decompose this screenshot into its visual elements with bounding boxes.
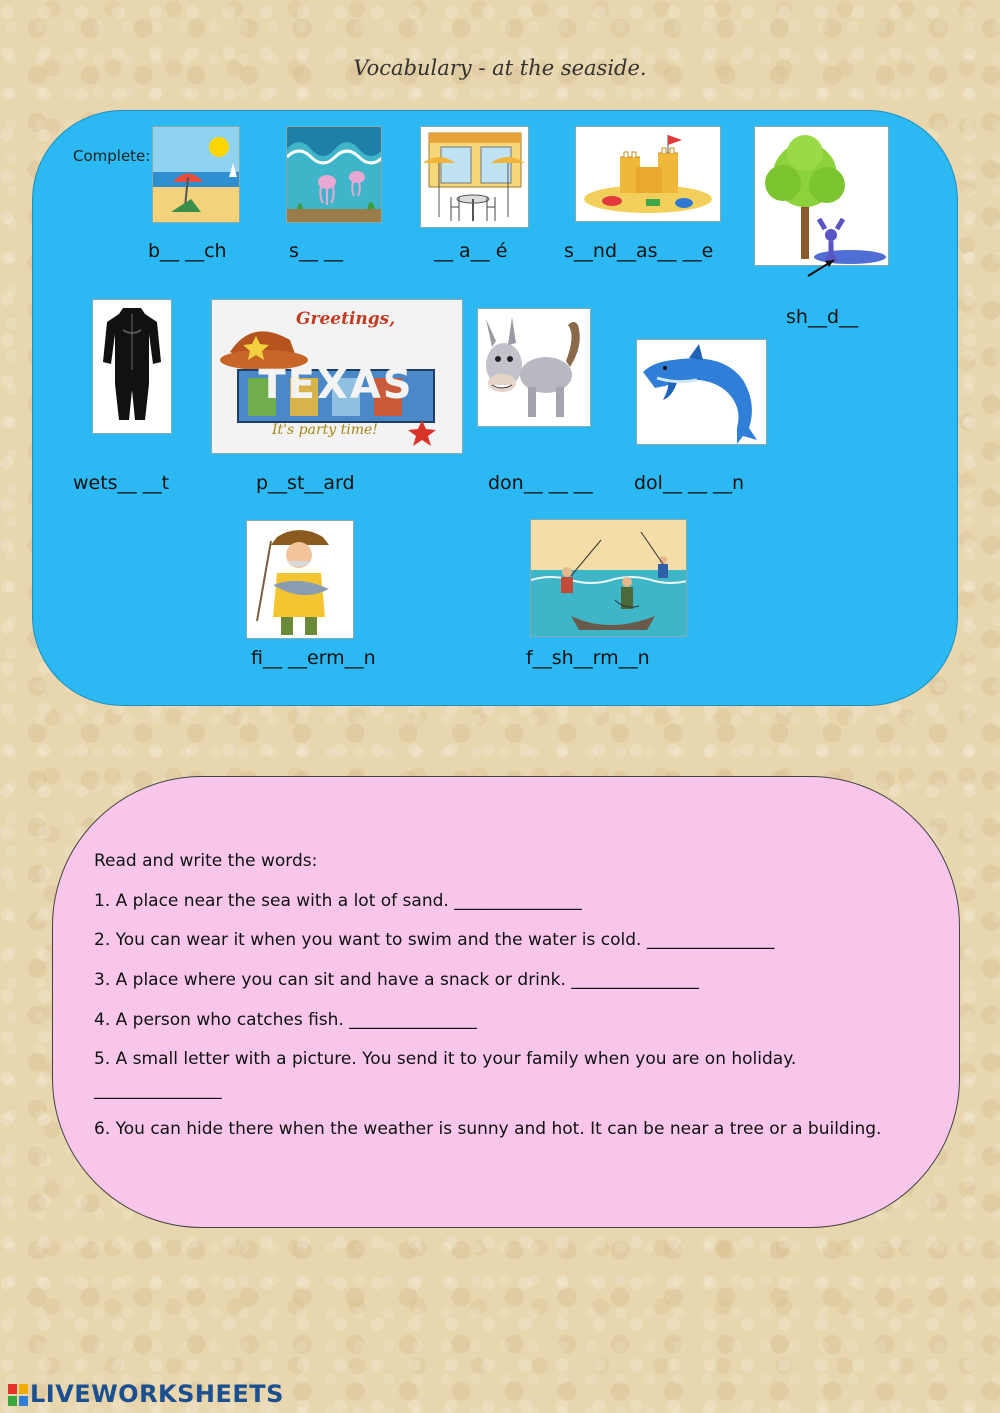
complete-instruction: Complete: [73,147,151,165]
dolphin-picture [636,339,767,445]
word-cafe: __ a__ é [434,240,508,262]
word-postcard: p__st__ard [256,472,355,494]
word-fishermen: f__sh__rm__n [526,647,650,669]
fishermen-picture [530,519,687,637]
reading-panel [52,776,960,1228]
word-sea: s__ __ [289,240,343,262]
word-dolphin: dol__ __ __n [634,472,745,494]
sandcastle-picture [575,126,721,222]
cafe-picture [420,126,529,228]
question-4: 4. A person who catches fish. _______________ [94,1010,477,1030]
donkey-picture [477,308,591,427]
question-1: 1. A place near the sea with a lot of sand. _______________ [94,891,582,911]
arrow-icon [804,254,840,280]
shade-picture [754,126,889,266]
word-fisherman: fi__ __erm__n [251,647,376,669]
word-wetsuit: wets__ __t [73,472,170,494]
word-donkey: don__ __ __ [488,472,593,494]
word-sandcastle: s__nd__as__ __e [564,240,714,262]
question-5: 5. A small letter with a picture. You send it to your family when you are on holiday. [94,1049,797,1069]
postcard-greeting: Greetings, [296,309,396,329]
live-badge-icon [8,1384,28,1406]
question-3: 3. A place where you can sit and have a snack or drink. _______________ [94,970,699,990]
question-6: 6. You can hide there when the weather is sunny and hot. It can be near a tree or a building. [94,1119,882,1139]
page-title: Vocabulary - at the seaside. [353,56,647,80]
brand-text: LIVEWORKSHEETS [30,1380,284,1408]
postcard-tagline: It's party time! [272,422,378,438]
word-shade: sh__d__ [786,306,859,328]
question-2: 2. You can wear it when you want to swim and the water is cold. _______________ [94,930,775,950]
wetsuit-picture [92,299,172,434]
word-beach: b__ __ch [148,240,227,262]
postcard-state: TEXAS [258,362,414,408]
beach-picture [152,126,240,223]
sea-picture [286,126,382,223]
brand-logo [8,1380,284,1408]
answer-line-5: _______________ [94,1080,222,1100]
read-instruction: Read and write the words: [94,851,318,871]
fisherman-picture [246,520,354,639]
